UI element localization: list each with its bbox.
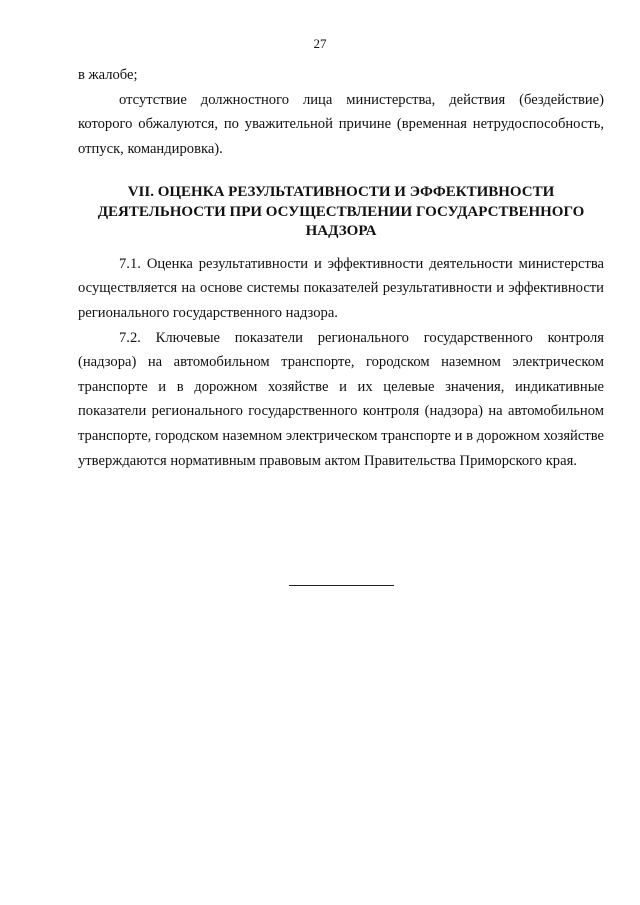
paragraph-official-absence: отсутствие должностного лица министерства, действия (бездействие) которого обжалуются, по уважительной причине (временная нетрудоспособность, отпуск, командировка). xyxy=(78,91,604,157)
section-heading-line: VII. ОЦЕНКА РЕЗУЛЬТАТИВНОСТИ И ЭФФЕКТИВНОСТИ xyxy=(127,184,555,201)
paragraph-7-1: 7.1. Оценка результативности и эффективности деятельности министерства осуществляется на основе системы показателей результативности и эффективности регионального государственного надзора. xyxy=(78,255,604,322)
section-heading xyxy=(78,183,604,242)
paragraph-7-2: 7.2. Ключевые показатели регионального государственного контроля (надзора) на автомобильном транспорте, городском наземном электрическом транспорте и в дорожном хозяйстве и их целевые значения, индикативные показатели регионального государственного контроля (надзора) на автомобильном транспорте, городском наземном электрическом транспорте и в дорожном хозяйстве утверждаются нормативным правовым актом Правительства Приморского края. xyxy=(78,329,604,469)
section-heading-line: НАДЗОРА xyxy=(305,223,377,240)
document-body xyxy=(78,63,604,473)
page-number: 27 xyxy=(313,36,327,51)
paragraph-complaint-end: в жалобе; xyxy=(78,67,138,83)
section-heading-line: ДЕЯТЕЛЬНОСТИ ПРИ ОСУЩЕСТВЛЕНИИ ГОСУДАРСТВЕННОГО xyxy=(97,203,585,220)
closing-rule xyxy=(289,585,394,586)
